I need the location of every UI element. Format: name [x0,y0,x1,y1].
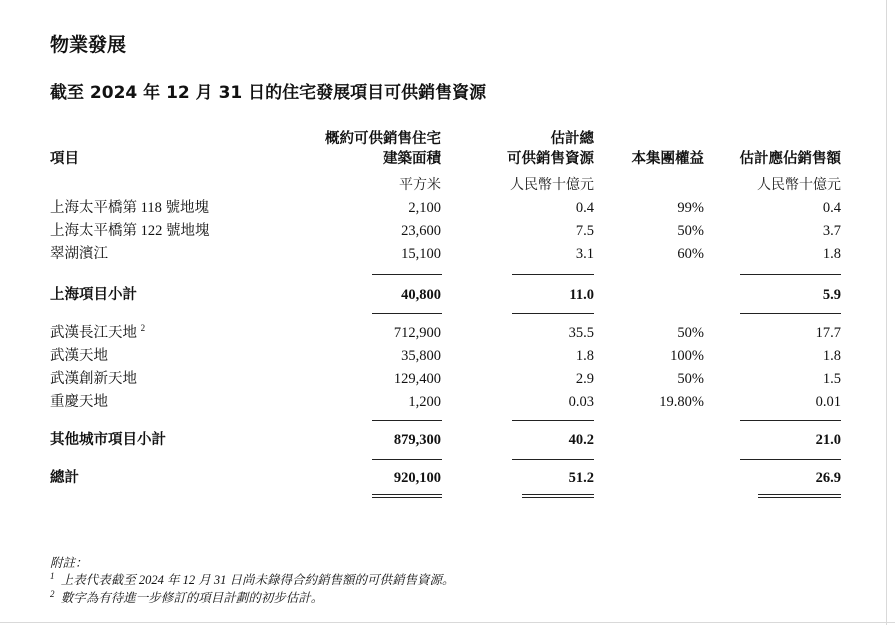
row-gfa: 2,100 [408,200,441,216]
header-gfa-line1: 概約可供銷售住宅 [325,131,441,147]
row-resources: 7.5 [575,223,594,239]
row-name: 武漢創新天地 [50,371,137,387]
rule [372,420,442,421]
rule [512,274,594,275]
footnote-ref: 2 [140,323,146,334]
unit-attributable: 人民幣十億元 [757,178,841,193]
header-resources-line1: 估計總 [550,131,594,147]
row-attributable: 1.8 [822,348,841,364]
other-subtotal-label: 其他城市項目小計 [50,432,166,448]
row-resources: 0.4 [575,200,594,216]
total-label: 總計 [50,470,79,486]
shanghai-subtotal-gfa: 40,800 [401,287,441,303]
header-gfa-line2: 建築面積 [383,151,441,167]
row-attributable: 0.01 [815,394,841,410]
rule [740,313,841,314]
table-title: 截至 2024 年 12 月 31 日的住宅發展項目可供銷售資源 [50,83,487,103]
section-title: 物業發展 [50,34,127,56]
header-attributable: 估計應佔銷售額 [739,151,841,167]
note-1 [50,570,455,588]
header-interest: 本集團權益 [631,151,704,167]
row-gfa: 1,200 [408,394,441,410]
header-project: 項目 [50,151,79,167]
rule [372,274,442,275]
row-name: 武漢天地 [50,348,108,364]
total-resources: 51.2 [568,470,594,486]
row-attributable: 3.7 [822,223,841,239]
row-attributable: 17.7 [815,325,841,341]
shanghai-subtotal-resources: 11.0 [569,287,594,303]
other-subtotal-attributable: 21.0 [815,432,841,448]
row-attributable: 0.4 [822,200,841,216]
shanghai-subtotal-label: 上海項目小計 [50,287,137,303]
row-interest: 50% [677,371,704,387]
other-subtotal-resources: 40.2 [568,432,594,448]
rule [512,420,594,421]
row-attributable: 1.5 [822,371,841,387]
rule [372,313,442,314]
row-attributable: 1.8 [822,246,841,262]
total-gfa: 920,100 [393,470,441,486]
unit-resources: 人民幣十億元 [510,178,594,193]
row-gfa: 129,400 [393,371,441,387]
note-1-text: 上表代表截至 2024 年 12 月 31 日尚未錄得合約銷售額的可供銷售資源。 [60,573,455,587]
row-resources: 3.1 [575,246,594,262]
other-subtotal-gfa: 879,300 [393,432,441,448]
row-gfa: 35,800 [401,348,441,364]
row-interest: 19.80% [659,394,704,410]
rule [740,274,841,275]
row-gfa: 15,100 [401,246,441,262]
row-interest: 99% [677,200,704,216]
row-interest: 50% [677,325,704,341]
row-name: 武漢長江天地 $^2$ [50,323,146,341]
row-name: 上海太平橋第 122 號地塊 [50,223,210,239]
row-interest: 100% [670,348,704,364]
note-2-mark: 2 [50,588,55,599]
unit-gfa: 平方米 [399,178,441,193]
rule [372,459,442,460]
row-resources: 0.03 [568,394,594,410]
shanghai-subtotal-attributable: 5.9 [822,287,841,303]
row-resources: 1.8 [575,348,594,364]
row-name: 翠湖濱江 [50,246,108,262]
rule [512,313,594,314]
row-name: 重慶天地 [50,394,108,410]
row-resources: 2.9 [575,371,594,387]
double-rule [758,494,841,498]
row-interest: 50% [677,223,704,239]
total-attributable: 26.9 [815,470,841,486]
rule [740,420,841,421]
rule [740,459,841,460]
rule [512,459,594,460]
row-gfa: 23,600 [401,223,441,239]
header-resources-line2: 可供銷售資源 [507,151,594,167]
row-resources: 35.5 [568,325,594,341]
page-border-right [886,0,887,625]
note-2-text: 數字為有待進一步修訂的項目計劃的初步估計。 [60,591,324,605]
double-rule [522,494,594,498]
page-border-bottom [0,622,895,623]
note-1-mark: 1 [50,570,55,581]
row-gfa: 712,900 [393,325,441,341]
double-rule [372,494,442,498]
row-name: 上海太平橋第 118 號地塊 [50,200,209,216]
notes-heading: 附註： [50,556,88,570]
row-interest: 60% [677,246,704,262]
note-2 [50,588,323,606]
